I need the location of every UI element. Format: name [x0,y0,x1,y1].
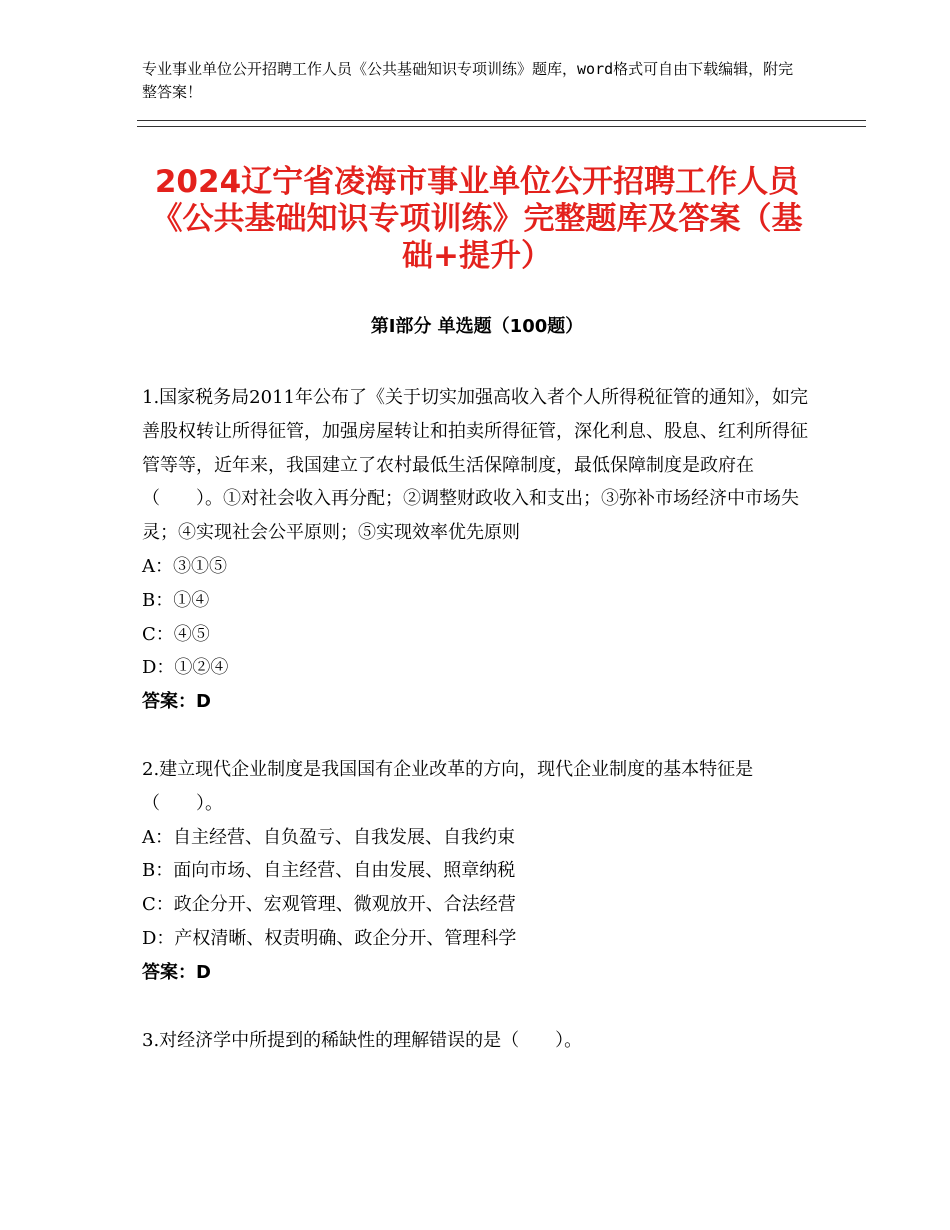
question-3 [142,1024,812,1058]
answer: 答案：D [142,961,211,983]
question-2 [142,753,812,990]
option-d: D：①②④ [142,657,229,679]
question-list [142,381,812,1091]
option-b: B：①④ [142,589,210,611]
question-stem: 2.建立现代企业制度是我国国有企业改革的方向，现代企业制度的基本特征是（ ）。 [142,758,754,814]
document-title: 2024辽宁省凌海市事业单位公开招聘工作人员《公共基础知识专项训练》完整题库及答案（基础+提升） [151,164,803,274]
section-heading: 第Ⅰ部分 单选题（100题） [370,316,584,337]
option-a: A：自主经营、自负盈亏、自我发展、自我约束 [142,826,515,848]
question-1 [142,381,812,719]
answer: 答案：D [142,691,211,713]
header-divider [137,120,866,127]
question-stem: 3.对经济学中所提到的稀缺性的理解错误的是（ ）。 [142,1029,583,1051]
option-d: D：产权清晰、权责明确、政企分开、管理科学 [142,927,517,949]
option-c: C：政企分开、宏观管理、微观放开、合法经营 [142,894,516,916]
option-c: C：④⑤ [142,623,210,645]
option-b: B：面向市场、自主经营、自由发展、照章纳税 [142,860,516,882]
header-note: 专业事业单位公开招聘工作人员《公共基础知识专项训练》题库，word格式可自由下载编辑，附完整答案！ [142,60,794,101]
option-a: A：③①⑤ [142,555,227,577]
question-stem: 1.国家税务局2011年公布了《关于切实加强高收入者个人所得税征管的通知》，如完善股权转让所得征管，加强房屋转让和拍卖所得征管，深化利息、股息、红利所得征管等等，近年来，我国建立了农村最低生活保障制度，最低保障制度是政府在（ ）。①对社会收入再分配；②调整财政收入和支出；③弥补市场经济中市场失灵；④实现社会公平原则；⑤实现效率优先原则 [142,387,808,544]
